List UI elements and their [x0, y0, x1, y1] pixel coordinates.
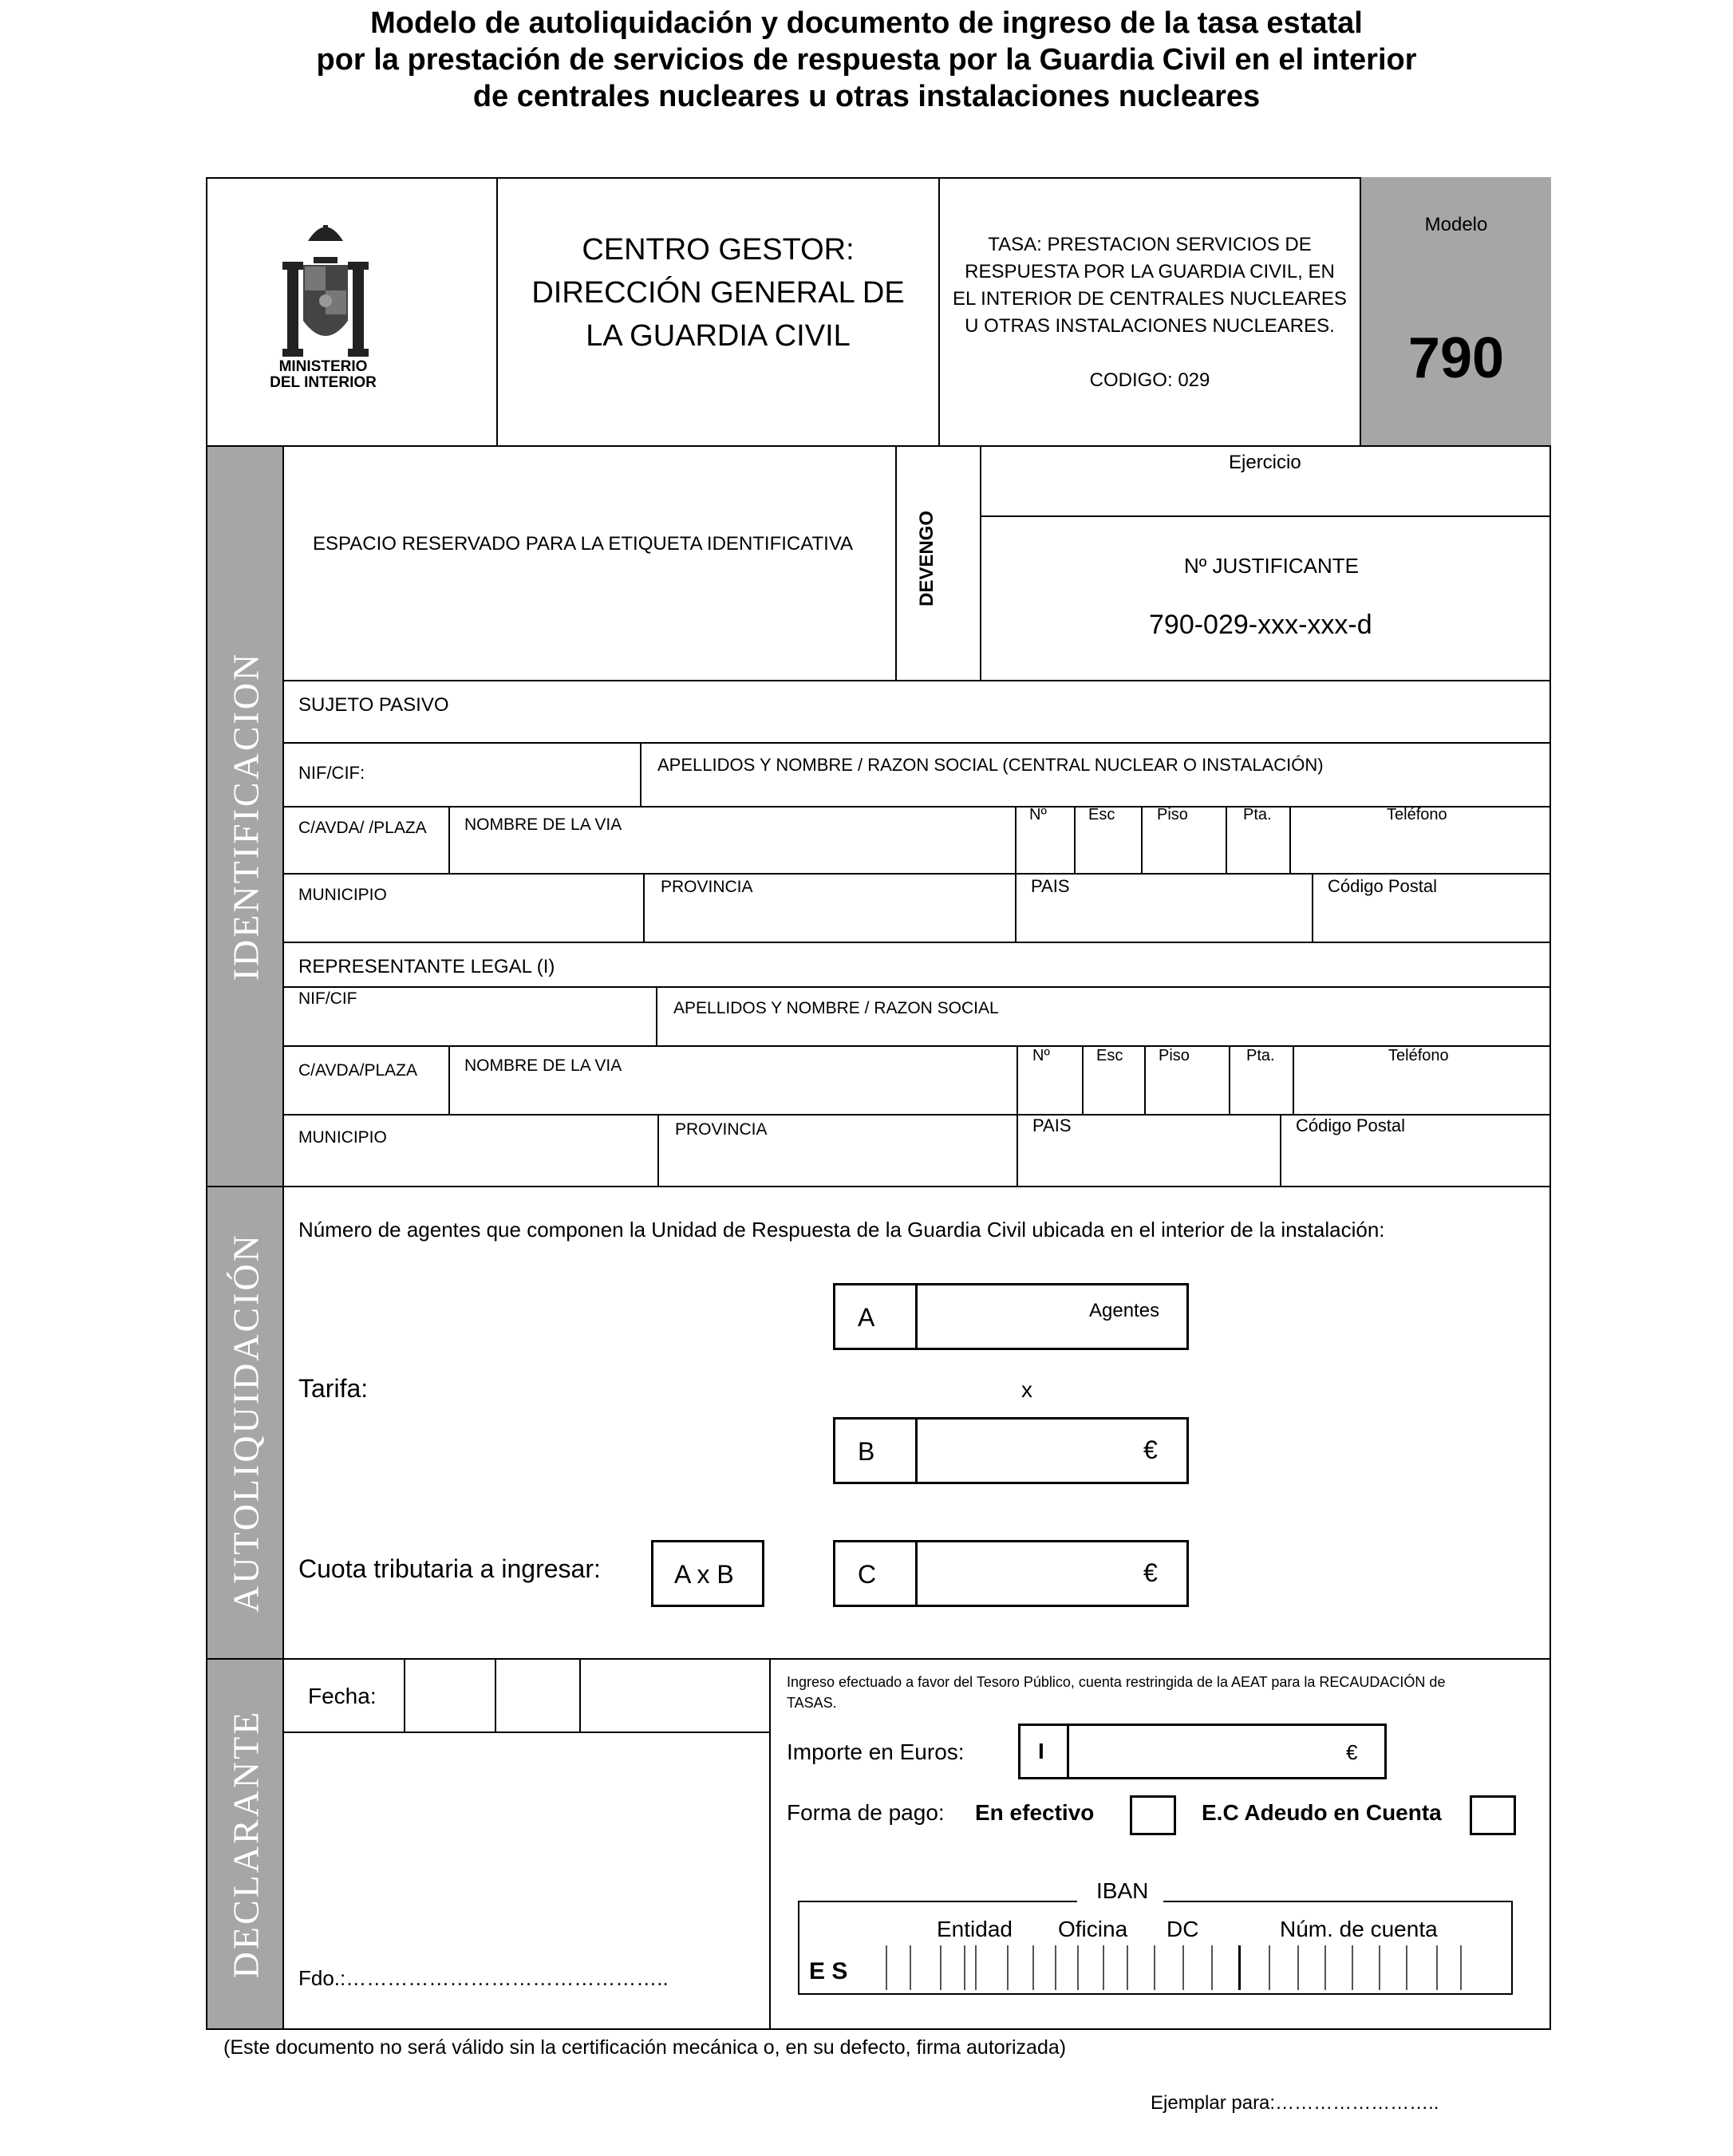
box-b-unit: € [1143, 1435, 1158, 1464]
rep-codigo-postal-label: Código Postal [1296, 1116, 1405, 1135]
iban-digit-separator [1352, 1945, 1353, 1990]
numero-label: Nº [1029, 806, 1047, 823]
box-c-letter: C [858, 1560, 877, 1589]
num-cuenta-label: Núm. de cuenta [1280, 1917, 1438, 1941]
side-band-autoliquidacion [207, 1187, 284, 1658]
axb-box [651, 1540, 764, 1607]
tasa-line4: U OTRAS INSTALACIONES NUCLEARES. [965, 315, 1335, 337]
adeudo-label: E.C Adeudo en Cuenta [1202, 1800, 1442, 1825]
ingreso-text-line1: Ingreso efectuado a favor del Tesoro Público, cuenta restringida de la AEAT para la RECAUDACIÓN de [787, 1674, 1446, 1690]
iban-digit-separator [1127, 1945, 1128, 1990]
sujeto-pasivo-label: SUJETO PASIVO [298, 694, 449, 716]
coat-of-arms-icon [222, 209, 424, 361]
box-a-unit: Agentes [1089, 1300, 1160, 1321]
rep-apellidos-label: APELLIDOS Y NOMBRE / RAZON SOCIAL [673, 999, 999, 1017]
importe-unit: € [1346, 1740, 1358, 1764]
side-label-autoliquidacion: AUTOLIQUIDACIÓN [225, 1233, 266, 1613]
fecha-month-field[interactable] [496, 1660, 579, 1732]
doc-title-line1: Modelo de autoliquidación y documento de ingreso de la tasa estatal [370, 6, 1363, 40]
side-band-identificacion [207, 447, 284, 1186]
iban-country-code: E S [809, 1958, 848, 1984]
iban-digit-separator [1182, 1945, 1184, 1990]
efectivo-checkbox[interactable] [1130, 1795, 1176, 1835]
modelo-number: 790 [1407, 326, 1505, 390]
iban-digit-separator [1103, 1945, 1104, 1990]
iban-digit-separator [975, 1945, 977, 1990]
ministry-line2: DEL INTERIOR [270, 374, 377, 391]
justificante-label: Nº JUSTIFICANTE [1184, 554, 1359, 578]
rep-numero-label: Nº [1032, 1047, 1050, 1064]
axb-text: A x B [674, 1560, 734, 1589]
esc-label: Esc [1088, 806, 1115, 823]
centro-gestor [498, 228, 938, 357]
times-sign: x [1021, 1377, 1032, 1402]
iban-digit-separator [1007, 1945, 1009, 1990]
ejemplar-label: Ejemplar para:…………………….. [1151, 2092, 1439, 2114]
rep-pais-label: PAIS [1032, 1116, 1072, 1135]
importe-label: Importe en Euros: [787, 1739, 965, 1764]
tasa-codigo: CODIGO: 029 [1089, 369, 1210, 391]
nombre-via-label: NOMBRE DE LA VIA [464, 815, 622, 834]
modelo-box [1360, 177, 1551, 445]
rep-esc-label: Esc [1096, 1047, 1123, 1064]
iban-digit-separator [1055, 1945, 1056, 1990]
side-label-identificacion: IDENTIFICACION [225, 651, 266, 981]
iban-digit-separator [1379, 1945, 1380, 1990]
iban-digit-separator [910, 1945, 911, 1990]
doc-title-line2: por la prestación de servicios de respuesta por la Guardia Civil en el interior [316, 43, 1417, 77]
iban-digit-separator [1032, 1945, 1034, 1990]
box-c-unit: € [1143, 1558, 1158, 1587]
box-a-field[interactable] [833, 1283, 1189, 1350]
rep-nombre-via-label: NOMBRE DE LA VIA [464, 1056, 622, 1075]
centro-gestor-line1: CENTRO GESTOR: [582, 233, 855, 267]
tasa-line3: EL INTERIOR DE CENTRALES NUCLEARES [953, 288, 1347, 310]
rep-municipio-label: MUNICIPIO [298, 1128, 387, 1147]
efectivo-label: En efectivo [975, 1800, 1095, 1825]
box-b-field[interactable] [833, 1417, 1189, 1484]
nif-cif-label: NIF/CIF: [298, 763, 365, 783]
rep-nif-label: NIF/CIF [298, 989, 357, 1008]
representante-label: REPRESENTANTE LEGAL (I) [298, 956, 555, 977]
iban-digit-separator [1324, 1945, 1326, 1990]
iban-digit-separator [1211, 1945, 1213, 1990]
iban-digit-separator [1406, 1945, 1407, 1990]
validez-note: (Este documento no será válido sin la certificación mecánica o, en su defecto, firma autorizada) [223, 2036, 1067, 2059]
cuota-label: Cuota tributaria a ingresar: [298, 1554, 601, 1583]
tarifa-label: Tarifa: [298, 1374, 369, 1403]
iban-digit-separator [940, 1945, 942, 1990]
iban-digit-separator [1297, 1945, 1299, 1990]
adeudo-checkbox[interactable] [1470, 1795, 1516, 1835]
iban-digit-separator [1077, 1945, 1079, 1990]
ministry-line1: MINISTERIO [278, 358, 368, 375]
iban-digit-separator [1436, 1945, 1438, 1990]
iban-digit-separator [1238, 1945, 1241, 1990]
provincia-label: PROVINCIA [661, 878, 753, 896]
ejercicio-label: Ejercicio [1229, 452, 1301, 473]
agentes-text: Número de agentes que componen la Unidad de Respuesta de la Guardia Civil ubicada en el interior de la instalación: [298, 1218, 1385, 1242]
importe-field[interactable] [1018, 1724, 1387, 1779]
box-a-letter: A [858, 1303, 875, 1332]
side-band-declarante [207, 1660, 284, 2028]
tasa-line1: TASA: PRESTACION SERVICIOS DE [988, 234, 1312, 255]
box-c-field[interactable] [833, 1540, 1189, 1607]
iban-digit-separator [1154, 1945, 1155, 1990]
entidad-label: Entidad [937, 1917, 1013, 1941]
dc-label: DC [1167, 1917, 1199, 1941]
piso-label: Piso [1157, 806, 1188, 823]
rep-piso-label: Piso [1159, 1047, 1190, 1064]
forma-pago-label: Forma de pago: [787, 1800, 945, 1825]
iban-label: IBAN [1096, 1878, 1149, 1903]
tasa-description [940, 231, 1360, 394]
doc-title-line3: de centrales nucleares u otras instalaciones nucleares [472, 80, 1261, 113]
telefono-label: Teléfono [1387, 806, 1447, 823]
devengo-label: DEVENGO [916, 510, 938, 606]
rep-cavda-label: C/AVDA/PLAZA [298, 1061, 417, 1080]
pta-label: Pta. [1243, 806, 1272, 823]
rep-provincia-label: PROVINCIA [675, 1120, 768, 1139]
codigo-postal-label: Código Postal [1328, 876, 1437, 896]
iban-digit-separator [1269, 1945, 1270, 1990]
iban-digit-field[interactable] [798, 1901, 1513, 1995]
modelo-label: Modelo [1424, 214, 1488, 235]
fecha-day-field[interactable] [405, 1660, 495, 1732]
centro-gestor-line3: LA GUARDIA CIVIL [586, 319, 851, 353]
tasa-line2: RESPUESTA POR LA GUARDIA CIVIL, EN [965, 261, 1335, 282]
importe-letter: I [1038, 1739, 1044, 1763]
apellidos-central-label: APELLIDOS Y NOMBRE / RAZON SOCIAL (CENTRAL NUCLEAR O INSTALACIÓN) [657, 755, 1324, 775]
justificante-value: 790-029-xxx-xxx-d [1149, 610, 1372, 640]
iban-digit-separator [964, 1945, 965, 1990]
ministry-logo [222, 209, 424, 401]
oficina-label: Oficina [1058, 1917, 1128, 1941]
rep-pta-label: Pta. [1246, 1047, 1275, 1064]
pais-label: PAIS [1031, 876, 1070, 896]
side-label-declarante: DECLARANTE [225, 1709, 266, 1979]
iban-digit-separator [886, 1945, 887, 1990]
cavda-label: C/AVDA/ /PLAZA [298, 819, 427, 837]
fdo-label: Fdo.:……………………………………….. [298, 1966, 669, 1990]
municipio-label: MUNICIPIO [298, 886, 387, 904]
rep-telefono-label: Teléfono [1388, 1047, 1449, 1064]
ingreso-text-line2: TASAS. [787, 1695, 837, 1711]
box-b-letter: B [858, 1437, 875, 1466]
fecha-year-field[interactable] [581, 1660, 769, 1732]
centro-gestor-line2: DIRECCIÓN GENERAL DE [531, 276, 905, 310]
signature-area[interactable] [286, 1733, 768, 1977]
iban-digit-separator [1460, 1945, 1462, 1990]
etiqueta-label: ESPACIO RESERVADO PARA LA ETIQUETA IDENTIFICATIVA [313, 533, 854, 555]
fecha-label: Fecha: [308, 1684, 377, 1708]
